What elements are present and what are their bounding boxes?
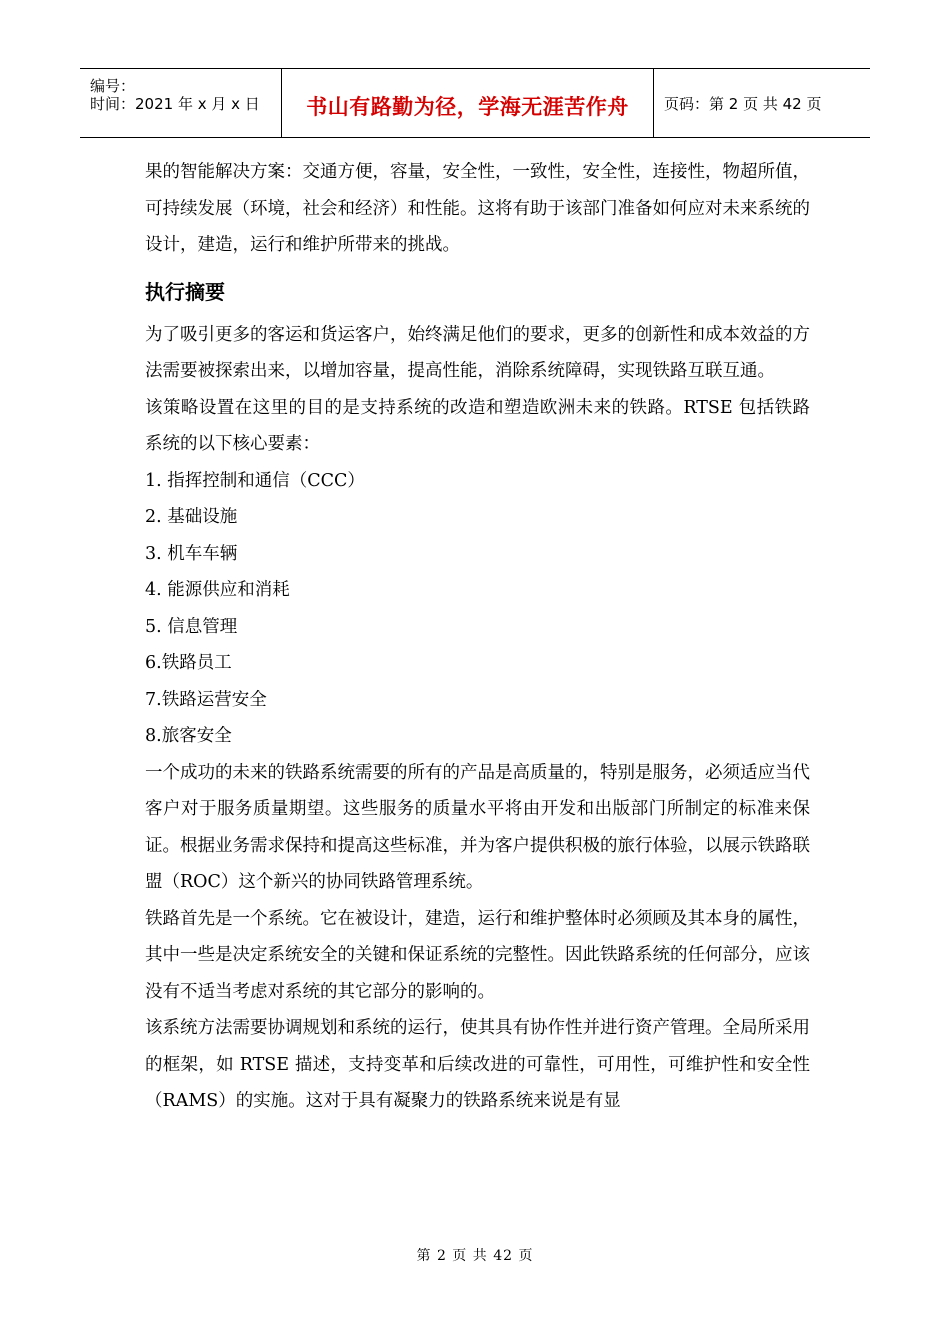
header-page-cell: [654, 69, 870, 137]
list-item: 5. 信息管理: [145, 616, 238, 637]
list-item: 7.铁路运营安全: [145, 689, 267, 710]
list-item: 8.旅客安全: [145, 726, 232, 746]
paragraph-7: 该系统方法需要协调规划和系统的运行，使其具有协作性并进行资产管理。全局所采用的框架，如 RTSE 描述，支持变革和后续改进的可靠性，可用性，可维护性和安全性（RAMS）的实施。这对于具有凝聚力的铁路系统来说是有显: [145, 1018, 810, 1111]
paragraph-6: 铁路首先是一个系统。它在被设计，建造，运行和维护整体时必须顾及其本身的属性，其中一些是决定系统安全的关键和保证系统的完整性。因此铁路系统的任何部分，应该没有不适当考虑对系统的其它部分的影响的。: [145, 908, 810, 1002]
list-item: 3. 机车车辆: [145, 543, 238, 564]
list-item: 6.铁路员工: [145, 653, 232, 673]
document-date-label: 时间：2021 年 x 月 x 日: [90, 95, 260, 113]
header-motto-cell: [282, 69, 654, 137]
paragraph-1: 果的智能解决方案：交通方便，容量，安全性，一致性，安全性，连接性，物超所值，: [145, 162, 810, 182]
document-number-label: 编号：: [90, 77, 136, 95]
document-body: [145, 154, 810, 1120]
section-heading: 执行摘要: [145, 279, 225, 304]
header-motto: 书山有路勤为径，学海无涯苦作舟: [306, 95, 629, 119]
list-item: 1. 指挥控制和通信（CCC）: [145, 470, 365, 491]
page-footer: 第 2 页 共 42 页: [416, 1248, 534, 1264]
paragraph-2: 可持续发展（环境，社会和经济）和性能。这将有助于该部门准备如何应对未来系统的设计，建造，运行和维护所带来的挑战。: [145, 198, 810, 255]
header-page-number: 页码：第 2 页 共 42 页: [664, 95, 822, 113]
paragraph-4: 该策略设置在这里的目的是支持系统的改造和塑造欧洲未来的铁路。RTSE 包括铁路系统的以下核心要素：: [145, 397, 810, 454]
paragraph-3: 为了吸引更多的客运和货运客户，始终满足他们的要求，更多的创新性和成本效益的方法需要被探索出来，以增加容量，提高性能，消除系统障碍，实现铁路互联互通。: [145, 324, 810, 381]
list-item: 2. 基础设施: [145, 507, 238, 527]
page-header: [80, 68, 870, 138]
paragraph-5: 一个成功的未来的铁路系统需要的所有的产品是高质量的，特别是服务，必须适应当代客户对于服务质量期望。这些服务的质量水平将由开发和出版部门所制定的标准来保证。根据业务需求保持和提高这些标准，并为客户提供积极的旅行体验，以展示铁路联盟（ROC）这个新兴的协同铁路管理系统。: [145, 762, 810, 892]
list-item: 4. 能源供应和消耗: [145, 580, 290, 600]
header-info-cell: [80, 69, 282, 137]
